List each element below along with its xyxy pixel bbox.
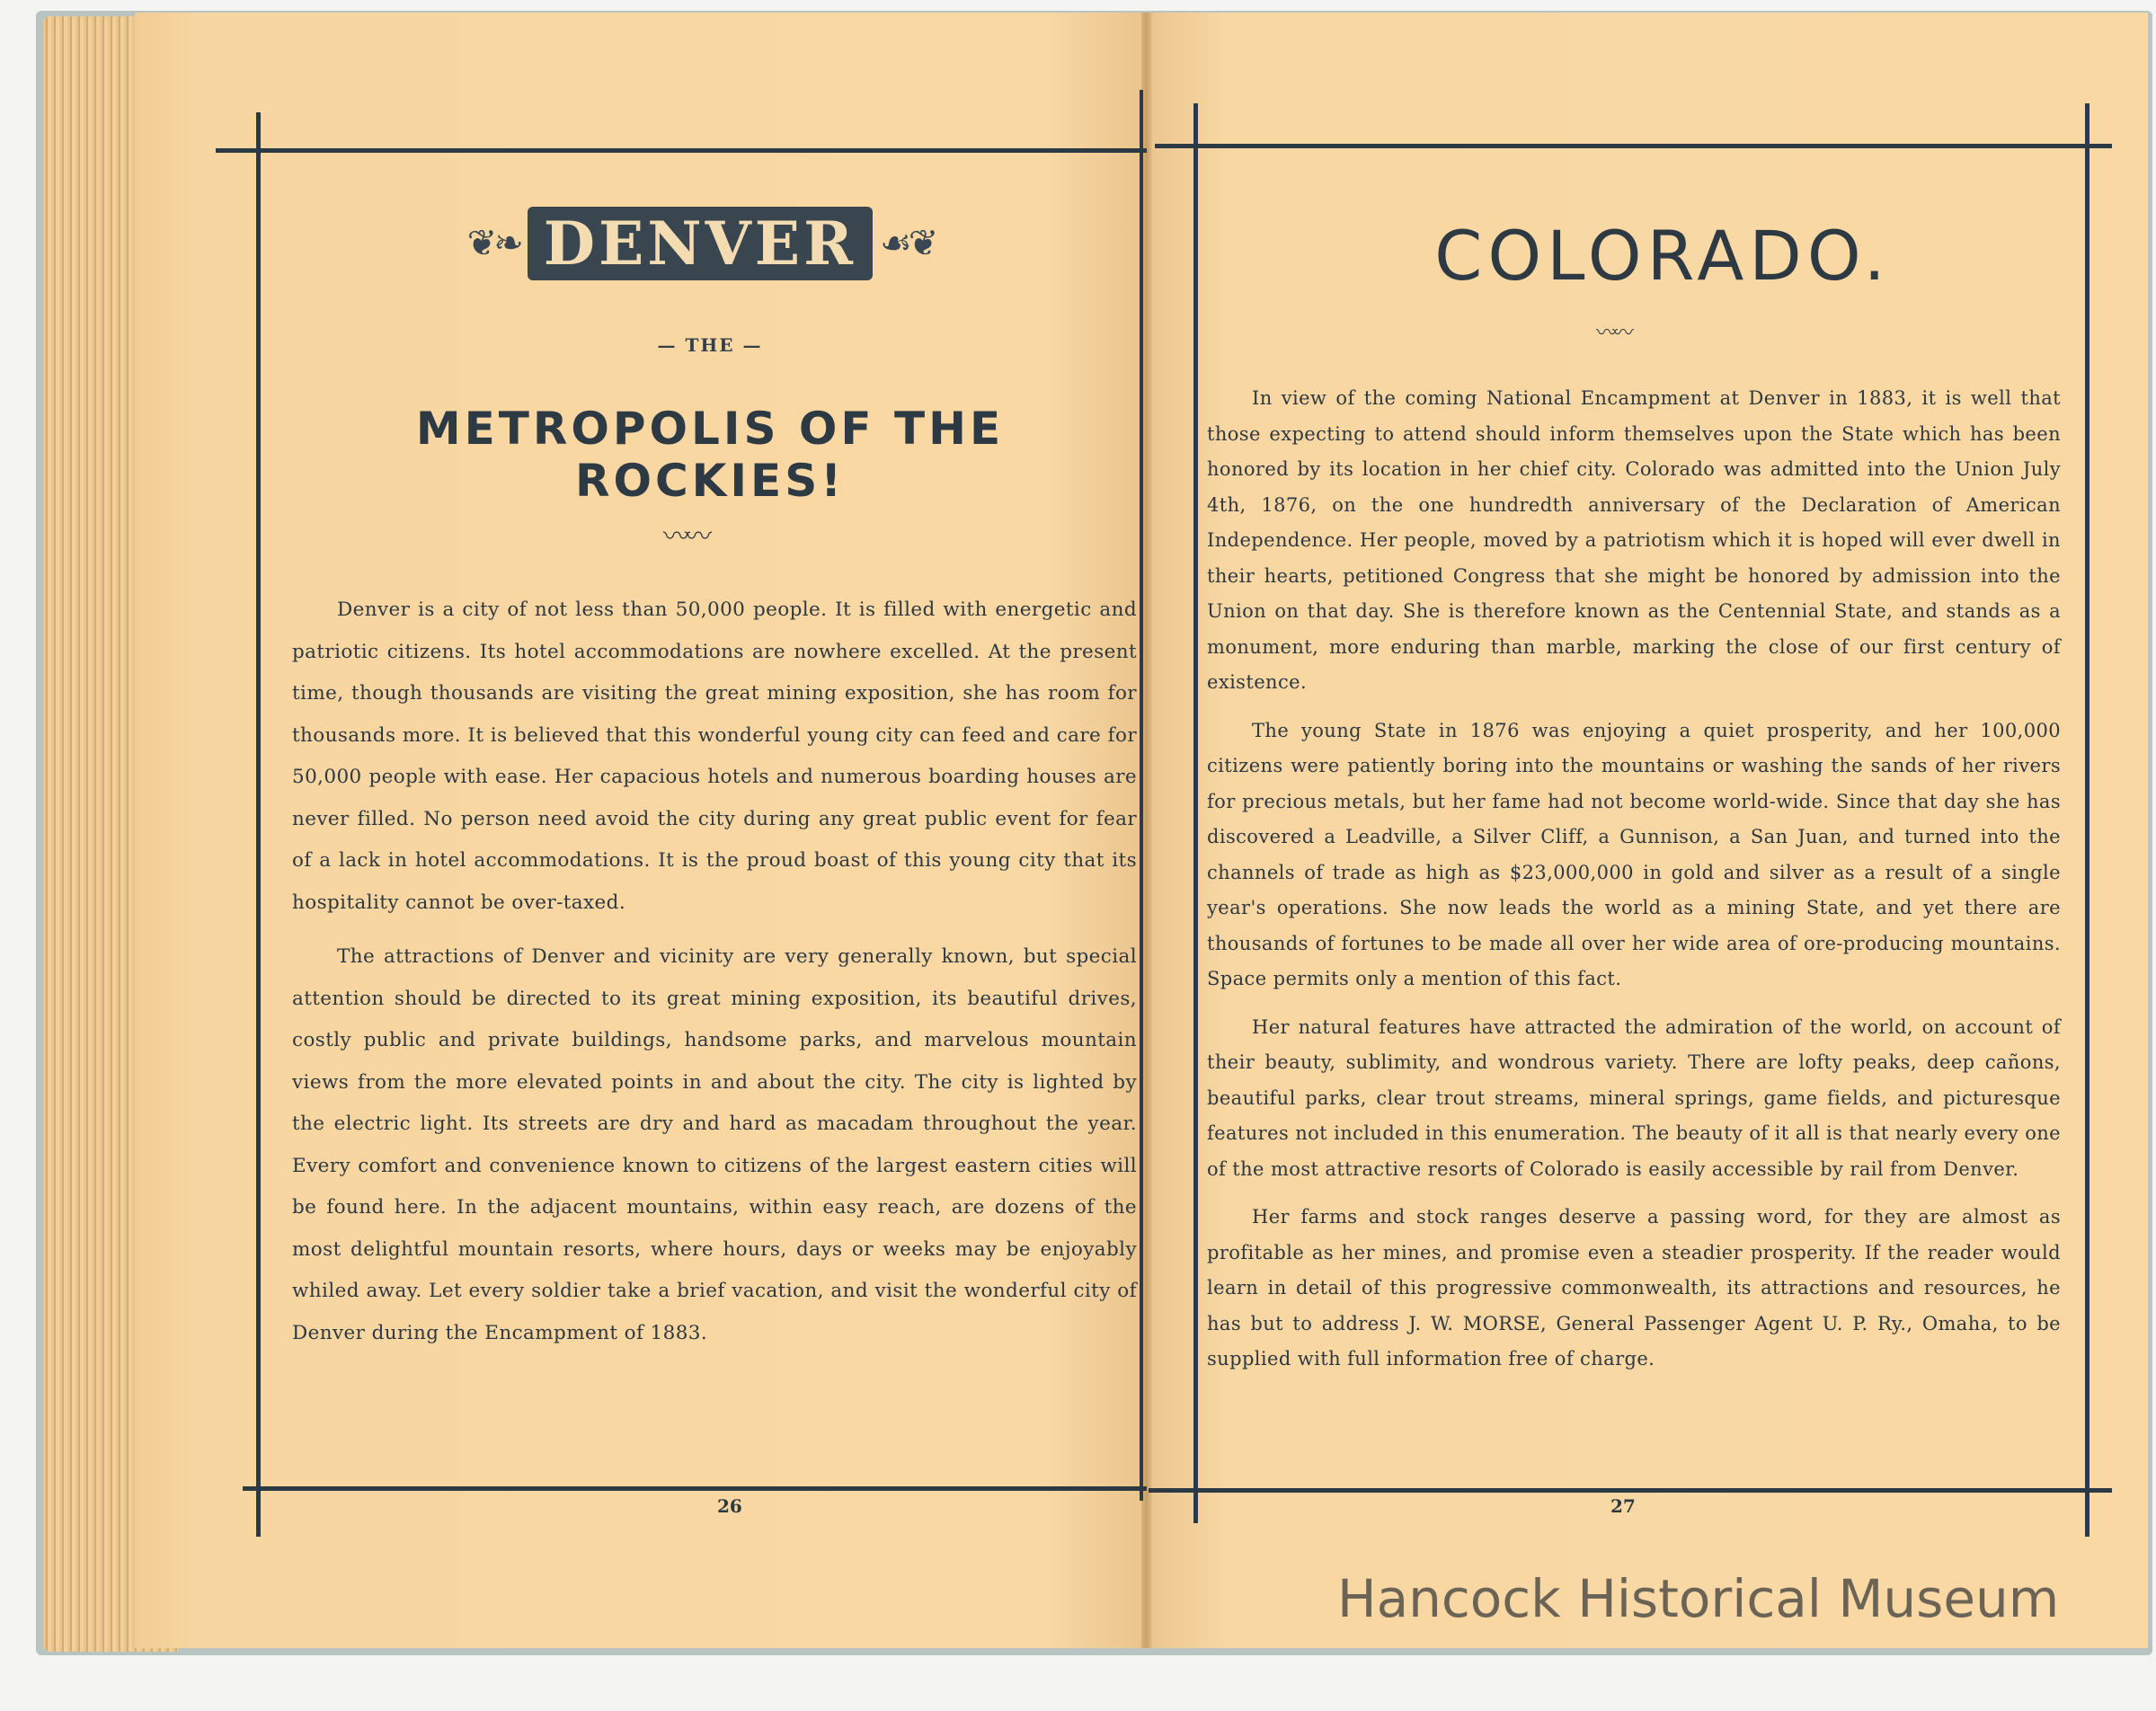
right-page-title: COLORADO. — [1434, 216, 1891, 296]
page-number-right: 27 — [1610, 1495, 1636, 1517]
right-top-rule — [1155, 144, 2112, 148]
museum-watermark: Hancock Historical Museum — [1337, 1568, 2060, 1629]
pre-title: — THE — — [657, 334, 763, 356]
page-number-left: 26 — [717, 1495, 742, 1517]
right-paragraph-3: Her natural features have attracted the admiration of the world, on account of their beauty, sublimity, and wondrous variety. There are lofty peaks, deep cañons, beautiful parks, clear trout streams, mineral springs, game fields, and picturesque features not included in this enumeration. The beauty of it all is that nearly every one of the most attractive resorts of Colorado is easily accessible by rail from Denver. — [1207, 1015, 2061, 1180]
left-flourish-icon: ❦❧ — [466, 223, 520, 264]
denver-ornamental-title — [449, 205, 953, 282]
right-swash-icon: 〰〰 — [1596, 320, 1628, 345]
right-flourish-icon: ☙❦ — [879, 223, 936, 264]
right-paragraph-2: The young State in 1876 was enjoying a quiet prosperity, and her 100,000 citizens were patiently boring into the mountains or washing the sands of her rivers for precious metals, but her fame had not become world-wide. Since that day she has discovered a Leadville, a Silver Cliff, a Gunnison, a San Juan, and turned into the channels of trade as high as $23,000,000 in gold and silver as a result of a single year's operations. She now leads the world as a mining State, and yet there are thousands of fortunes to be made all over her wide area of ore-producing mountains. Space permits only a mention of this fact. — [1207, 719, 2061, 989]
right-paragraph-1: In view of the coming National Encampment at Denver in 1883, it is well that those expecting to attend should inform themselves upon the State which has been honored by its location in her chief city. Colorado was admitted into the Union July 4th, 1876, on the one hundredth anniversary of the Declaration of American Independence. Her people, moved by a patriotism which it is hoped will ever dwell in their hearts, petitioned Congress that she might be honored by admission into the Union on that day. She is therefore known as the Centennial State, and stands as a monument, more enduring than marble, marking the close of our first century of existence. — [1207, 387, 2061, 693]
left-paragraph-2: The attractions of Denver and vicinity are very generally known, but special attention should be directed to its great mining exposition, its beautiful drives, costly public and private buildings, handsome parks, and marvelous mountain views from the more elevated points in and about the city. The city is lighted by the electric light. Its streets are dry and hard as macadam throughout the year. Every comfort and convenience known to citizens of the largest eastern cities will be found here. In the adjacent mountains, within easy reach, are dozens of the most delightful mountain resorts, where hours, days or weeks may be enjoyably whiled away. Let every soldier take a brief vacation, and visit the wonderful city of Denver during the Encampment of 1883. — [292, 945, 1137, 1344]
left-bottom-rule — [243, 1486, 1147, 1491]
right-right-rule — [2085, 103, 2089, 1537]
right-left-rule — [1193, 103, 1198, 1523]
left-paragraph-1: Denver is a city of not less than 50,000 people. It is filled with energetic and patriotic citizens. Its hotel accommodations are nowhere excelled. At the present time, though thousands are visiting the great mining exposition, she has room for thousands more. It is believed that this wonderful young city can feed and care for 50,000 people with ease. Her capacious hotels and numerous boarding houses are never filled. No person need avoid the city during any great public event for fear of a lack in hotel accommodations. It is the proud boast of this young city that its hospitality cannot be over-taxed. — [292, 598, 1137, 914]
left-page-title: METROPOLIS OF THE ROCKIES! — [415, 403, 1005, 507]
left-left-rule — [256, 112, 261, 1537]
left-body-text — [292, 590, 1137, 1367]
denver-word: DENVER — [528, 207, 873, 280]
left-swash-icon: 〰〰 — [663, 521, 706, 553]
right-bottom-rule — [1149, 1488, 2112, 1493]
right-body-text — [1207, 381, 2061, 1390]
left-top-rule — [216, 148, 1147, 153]
right-paragraph-4: Her farms and stock ranges deserve a passing word, for they are almost as profitable as her mines, and promise even a steadier prosperity. If the reader would learn in detail of this progressive commonwealth, its attractions and resources, he has but to address J. W. MORSE, General Passenger Agent U. P. Ry., Omaha, to be supplied with full information free of charge. — [1207, 1206, 2061, 1370]
left-inner-top-rule — [1140, 90, 1143, 1501]
